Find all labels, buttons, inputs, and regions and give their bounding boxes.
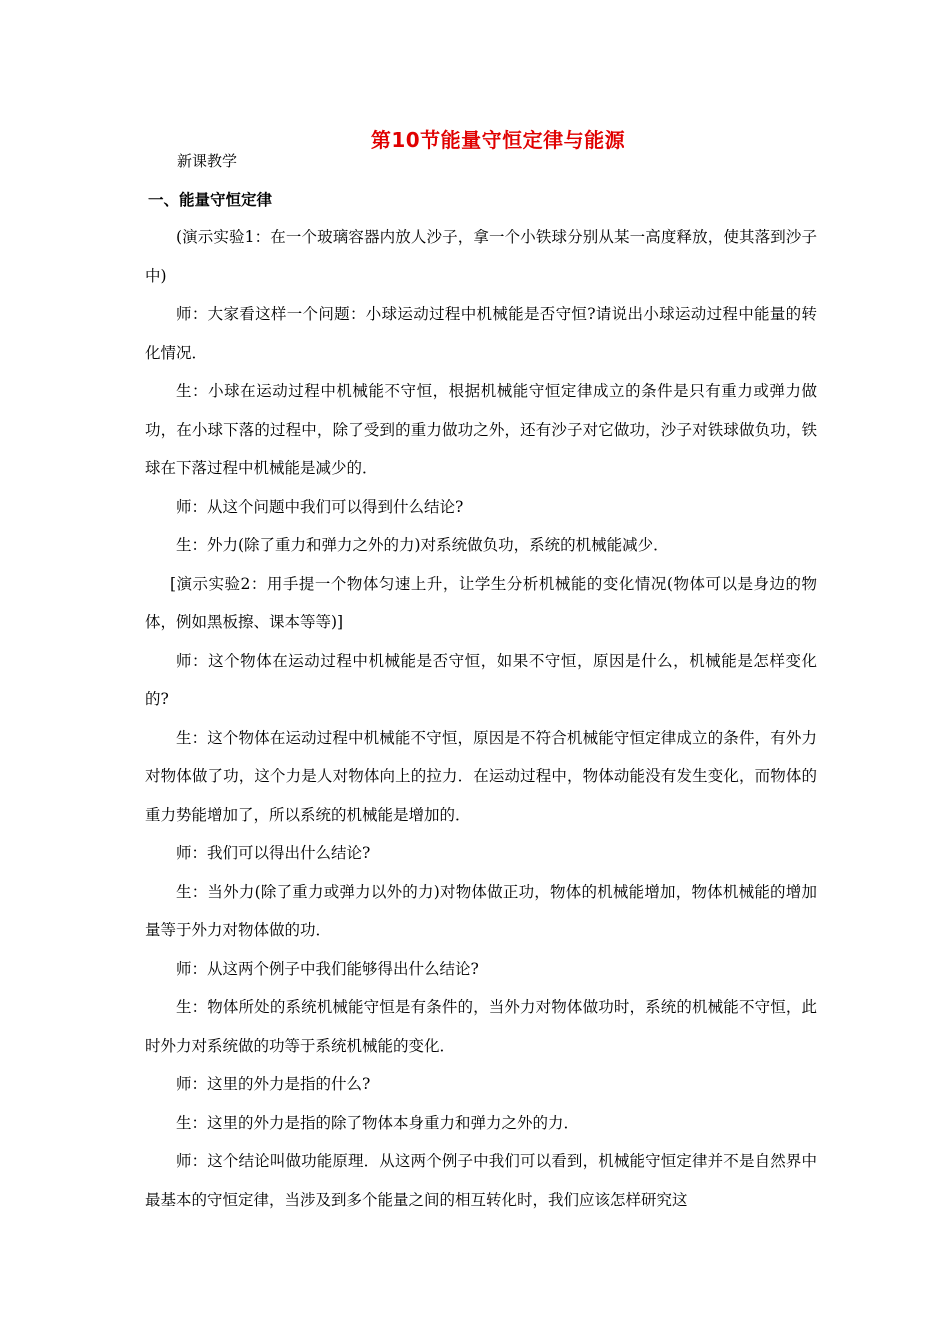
- lesson-subtitle: 新课教学: [177, 152, 238, 170]
- paragraph-student-answer-3: 生：这个物体在运动过程中机械能不守恒，原因是不符合机械能守恒定律成立的条件，有外力对物体做了功，这个力是人对物体向上的拉力．在运动过程中，物体动能没有发生变化，而物体的重力势能增加了，所以系统的机械能是增加的．: [145, 728, 817, 824]
- paragraph-teacher-question-6: 师：这里的外力是指的什么?: [176, 1075, 371, 1093]
- paragraph-teacher-question-1: 师：大家看这样一个问题：小球运动过程中机械能是否守恒?请说出小球运动过程中能量的转化情况．: [145, 305, 817, 362]
- paragraph-student-answer-5: 生：物体所处的系统机械能守恒是有条件的，当外力对物体做功时，系统的机械能不守恒，此时外力对系统做的功等于系统机械能的变化．: [145, 998, 817, 1055]
- paragraph-teacher-question-4: 师：我们可以得出什么结论?: [176, 844, 371, 862]
- paragraph-teacher-question-5: 师：从这两个例子中我们能够得出什么结论?: [176, 959, 479, 978]
- paragraph-student-answer-2: 生：外力(除了重力和弹力之外的力)对系统做负功，系统的机械能减少．: [176, 536, 669, 554]
- section-heading: 一、能量守恒定律: [148, 191, 273, 209]
- paragraph-teacher-conclusion: 师：这个结论叫做功能原理．从这两个例子中我们可以看到，机械能守恒定律并不是自然界中最基本的守恒定律，当涉及到多个能量之间的相互转化时，我们应该怎样研究这: [145, 1152, 817, 1209]
- page-title: 第10节能量守恒定律与能源: [370, 128, 626, 152]
- paragraph-demo-2: [演示实验2：用手提一个物体匀速上升，让学生分析机械能的变化情况(物体可以是身边的物体，例如黑板擦、课本等等)]: [145, 574, 817, 631]
- paragraph-student-answer-4: 生：当外力(除了重力或弹力以外的力)对物体做正功，物体的机械能增加，物体机械能的增加量等于外力对物体做的功．: [145, 882, 817, 939]
- paragraph-teacher-question-3: 师：这个物体在运动过程中机械能是否守恒，如果不守恒，原因是什么，机械能是怎样变化的?: [145, 651, 817, 708]
- body-text: [145, 218, 817, 1219]
- paragraph-demo-1: (演示实验1：在一个玻璃容器内放人沙子，拿一个小铁球分别从某一高度释放，使其落到沙子中): [145, 228, 817, 285]
- paragraph-teacher-question-2: 师：从这个问题中我们可以得到什么结论?: [176, 497, 464, 516]
- paragraph-student-answer-1: 生：小球在运动过程中机械能不守恒，根据机械能守恒定律成立的条件是只有重力或弹力做功，在小球下落的过程中，除了受到的重力做功之外，还有沙子对它做功，沙子对铁球做负功，铁球在下落过程中机械能是减少的．: [145, 382, 817, 477]
- paragraph-student-answer-6: 生：这里的外力是指的除了物体本身重力和弹力之外的力．: [176, 1113, 580, 1132]
